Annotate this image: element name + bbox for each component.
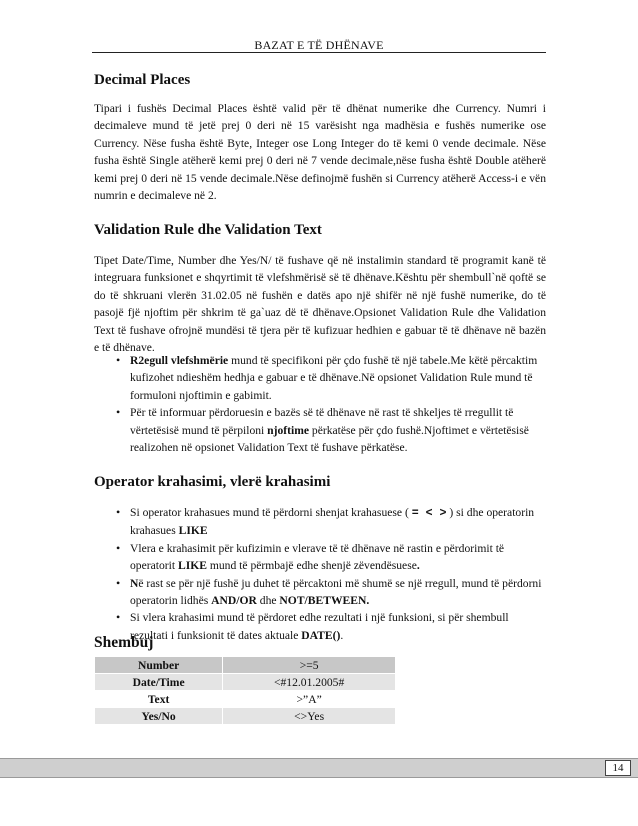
bullet-icon: • bbox=[116, 505, 121, 519]
operator-bullet-list bbox=[116, 504, 546, 644]
list-item-text: ) si dhe operatorin krahasues bbox=[130, 506, 535, 538]
table-cell: Date/Time bbox=[95, 674, 223, 691]
bold-term: LIKE bbox=[177, 559, 207, 573]
table-row bbox=[95, 708, 396, 725]
bullet-icon: • bbox=[116, 610, 121, 625]
list-item-text: Për të informuar përdoruesin e bazës së të dhënave në rast të shkeljes të rregullit të vërtetësisë mund të përpiloni bbox=[130, 406, 514, 437]
list-item bbox=[116, 404, 546, 456]
list-item-text: Si vlera krahasimi mund të përdoret edhe rezultati i një funksioni, si për shembull rezultati i funksionit të dates aktuale bbox=[130, 611, 509, 642]
running-header: BAZAT E TË DHËNAVE bbox=[254, 38, 384, 52]
list-item-text: dhe bbox=[256, 594, 280, 608]
bullet-icon: • bbox=[116, 575, 121, 590]
bold-term: N bbox=[130, 576, 139, 590]
table-cell: >”A” bbox=[223, 691, 396, 708]
bold-term: . bbox=[416, 559, 420, 573]
table-cell: <#12.01.2005# bbox=[223, 674, 396, 691]
heading-examples: Shembuj bbox=[94, 634, 154, 651]
bullet-icon: • bbox=[116, 405, 121, 420]
table-row bbox=[95, 674, 396, 691]
table-row bbox=[95, 691, 396, 708]
page-number: 14 bbox=[605, 760, 631, 776]
paragraph-validation: Tipet Date/Time, Number dhe Yes/N/ të fushave që në instalimin standard të programit kanë të integruara funksionet e shqyrtimit të vlefshmërisë së të dhënave.Kështu për shembull`në qoftë se do të shkruani vlerën 31.02.05 në fushën e datës apo një shifër në një fushë numerike, do të pasojë fjë njoftim për shkrim të ga`uaz dë të dhënave.Opsionet Validation Rule dhe Validation Text të fushave ofrojnë mundësi të tjera për të kufizuar hedhien e gabuar të të dhënave në bazën e të dhënave. bbox=[94, 254, 546, 355]
list-item-text: Vlera e krahasimit për kufizimin e vlerave të të dhënave në rastin e përdorimit të operatorit bbox=[130, 541, 505, 573]
list-item-text: ë rast se për një fushë ju duhet të përcaktoni më shumë se një rregull, mund të përdorni operatorin lidhës bbox=[130, 576, 542, 608]
bullet-icon: • bbox=[116, 540, 121, 555]
bold-term: AND/OR bbox=[211, 594, 257, 608]
footer-bar bbox=[0, 758, 638, 778]
list-item-text: . bbox=[340, 628, 344, 642]
table-header-row bbox=[95, 657, 396, 674]
bold-term: njoftime bbox=[267, 423, 310, 437]
column-header: Number bbox=[95, 657, 223, 674]
heading-validation: Validation Rule dhe Validation Text bbox=[94, 222, 322, 238]
validation-bullet-list bbox=[116, 352, 546, 456]
examples-table bbox=[94, 656, 396, 725]
table-cell: Yes/No bbox=[95, 708, 223, 725]
table-cell: <>Yes bbox=[223, 708, 396, 725]
list-item bbox=[116, 352, 546, 404]
heading-operator: Operator krahasimi, vlerë krahasimi bbox=[94, 474, 331, 490]
list-item bbox=[116, 540, 546, 575]
list-item-text: Si operator krahasues mund të përdorni shenjat krahasuese ( bbox=[130, 506, 412, 519]
list-item-text: përkatëse për çdo fushë.Njoftimet e vërtetësisë realizohen në opsionet Validation Text të fushave përkatëse. bbox=[130, 423, 529, 455]
paragraph-decimal-places: Tipari i fushës Decimal Places është valid për të dhënat numerike dhe Currency. Numri i decimaleve mund të jetë prej 0 deri në 15 varësisht nga madhësia e fushës numerike ose Currency. Nëse fusha është Byte, Integer ose Long Integer do të kemi 0 vende decimale. Nëse fusha është Single atëherë kemi prej 0 deri në 7 vende decimale,nëse fusha është Double atëherë kemi prej 0 deri në 15 vende decimale.Nëse definojmë fushën si Currency atëherë Access-i e vën numrin e decimaleve në 2. bbox=[94, 102, 546, 203]
column-header: >=5 bbox=[223, 657, 396, 674]
comparison-symbols: = < > bbox=[411, 507, 447, 520]
bullet-icon: • bbox=[116, 353, 121, 367]
list-item-text: mund të specifikoni për çdo fushë të një tabele.Me këtë përcaktim kufizohet ndieshëm hedhja e gabuar e të dhënave.Në opsionet Validation Rule mund të formuloni njoftimin e gabimit. bbox=[130, 354, 538, 402]
list-item bbox=[116, 504, 546, 540]
list-item bbox=[116, 575, 546, 610]
bold-term: NOT/BETWEEN. bbox=[279, 594, 370, 608]
table-cell: Text bbox=[95, 691, 223, 708]
list-item bbox=[116, 609, 546, 644]
bold-term: DATE() bbox=[301, 628, 341, 642]
header-rule bbox=[92, 52, 546, 53]
heading-decimal-places: Decimal Places bbox=[94, 72, 191, 88]
list-item-text: mund të përmbajë edhe shenjë zëvendësuese bbox=[206, 559, 417, 573]
bold-term: LIKE bbox=[178, 524, 208, 538]
bold-term: R2egull vlefshmërie bbox=[130, 354, 229, 367]
